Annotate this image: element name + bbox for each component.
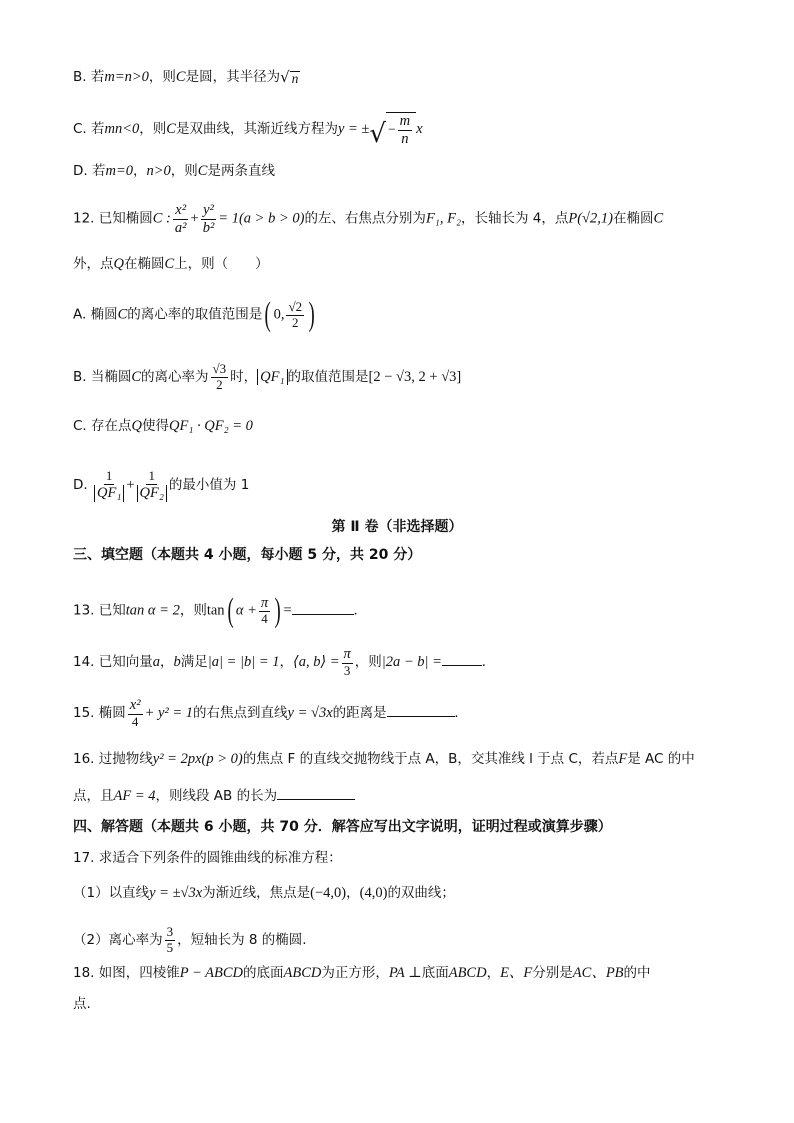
question-12-line1: 12. 已知椭圆C : $\frac{\text{x²}}{\text{a²}}$ + $\frac{\text{y²}}{\text{b²}}$ = 1(a > b > 0)的左、右焦点分别为F₁, F₂，长轴长为 4，点P(√2,1)在椭圆C bbox=[73, 202, 664, 236]
option-c-den: n bbox=[401, 130, 409, 147]
question-17-part1 bbox=[73, 886, 455, 901]
option-c-num: m bbox=[399, 113, 411, 129]
q14-expression: |2a − b| = bbox=[381, 653, 442, 670]
q12-ellipse-name: C : bbox=[152, 210, 171, 227]
q13-end: . bbox=[353, 602, 358, 619]
q13-equals: = bbox=[283, 602, 292, 619]
option-c-equation: y = ± bbox=[337, 121, 370, 138]
option-d-condition2: n>0 bbox=[146, 163, 171, 179]
q14-satisfy: 满足 bbox=[180, 653, 208, 670]
q12-frac-x bbox=[173, 202, 189, 236]
q15-equation: + y² = 1 bbox=[144, 704, 194, 721]
q13-then: ，则 bbox=[179, 602, 207, 619]
q16-and: 点，且 bbox=[73, 788, 114, 804]
q16-answer-blank[interactable] bbox=[277, 799, 355, 800]
q12-ellipse-name-2: C bbox=[653, 210, 664, 227]
option-d-mid2: ，则 bbox=[170, 163, 198, 179]
question-16-line2 bbox=[73, 789, 355, 804]
q18-base-word: 底面 bbox=[421, 965, 449, 981]
q12-a-den: 2 bbox=[292, 314, 299, 330]
q12-option-b bbox=[73, 362, 461, 393]
option-d-mid: ， bbox=[133, 163, 147, 179]
q13-num: π bbox=[260, 594, 269, 611]
option-d-condition: m=0 bbox=[105, 163, 133, 179]
q17-p1-asymptote: 为渐近线，焦点是 bbox=[202, 885, 311, 901]
q12-foci-text: 的左、右焦点分别为 bbox=[304, 210, 426, 227]
q12-b-text: 的离心率为 bbox=[141, 368, 209, 385]
question-12-line2 bbox=[73, 257, 269, 272]
q12-b-abs: QF₁ bbox=[257, 369, 287, 385]
section-title: 第 Ⅱ 卷（非选择题） bbox=[331, 519, 463, 535]
option-c-curve: C bbox=[166, 121, 176, 138]
q12-b-curve: C bbox=[131, 368, 142, 385]
q12-d-den2: QF₂ bbox=[137, 485, 167, 502]
q17-p1-focus1: (−4,0) bbox=[310, 885, 347, 901]
option-c-x: x bbox=[416, 121, 423, 138]
q15-line: y = √3x bbox=[287, 704, 333, 721]
q18-comma: ， bbox=[486, 965, 501, 981]
option-b bbox=[73, 70, 300, 85]
q12-ellipse-name-3: C bbox=[164, 256, 175, 272]
q12-option-a: A. 椭圆C的离心率的取值范围是( 0, $\frac{√2}{2}$ ) bbox=[73, 296, 315, 333]
q12-a-range-start: 0, bbox=[273, 306, 285, 323]
option-b-sqrt: √ n bbox=[280, 68, 299, 86]
q18-base-text: 的底面 bbox=[243, 965, 284, 981]
q14-then: ，则 bbox=[354, 653, 382, 670]
q17-p1-intro: （1）以直线 bbox=[73, 885, 150, 901]
question-13: 13. 已知tan α = 2，则tan( α + $\frac{\pi}{4}$ ) = . bbox=[73, 592, 358, 629]
question-14: 14. 已知向量a，b满足|a| = |b| = 1，⟨a, b⟩ = $\frac{\pi}{3}$ ，则|2a − b| = . bbox=[73, 646, 486, 678]
q12-point-q: Q bbox=[113, 256, 124, 272]
q12-c-text: 使得 bbox=[142, 418, 169, 434]
q15-end: . bbox=[454, 704, 459, 721]
option-b-condition: m=n>0 bbox=[104, 69, 149, 85]
q14-answer-blank[interactable] bbox=[442, 665, 482, 666]
question-18-line1 bbox=[73, 966, 651, 981]
q12-b-fraction bbox=[211, 362, 229, 393]
q13-intro: 13. 已知 bbox=[73, 602, 126, 619]
q16-midpoint: 是 AC 的中 bbox=[627, 751, 695, 767]
q14-intro: 14. 已知向量 bbox=[73, 653, 153, 670]
q15-distance: 的距离是 bbox=[332, 704, 387, 721]
q12-d-frac1 bbox=[94, 469, 124, 502]
q12-d-frac2 bbox=[137, 469, 167, 502]
q12-a-fraction bbox=[286, 300, 304, 331]
question-17-part2 bbox=[73, 925, 307, 956]
q13-tan: tan bbox=[206, 602, 225, 619]
q18-base: ABCD bbox=[283, 965, 322, 981]
q15-num: x² bbox=[129, 697, 141, 713]
q12-then: 上，则（ ） bbox=[174, 256, 269, 272]
q14-end: . bbox=[481, 653, 486, 670]
q14-comma: ， bbox=[160, 653, 174, 670]
q15-den: 4 bbox=[131, 713, 139, 729]
q12-intro: 12. 已知椭圆 bbox=[73, 210, 153, 227]
question-16-line1 bbox=[73, 752, 695, 767]
q18-pyramid: P − ABCD bbox=[179, 965, 243, 981]
option-c-fraction bbox=[398, 113, 412, 147]
q13-condition: tan α = 2 bbox=[125, 602, 180, 619]
q18-perp: PA ⊥ bbox=[388, 965, 422, 981]
option-c-sqrt: √ − $\frac{m}{n}$ bbox=[369, 112, 416, 147]
option-c bbox=[73, 112, 423, 150]
q14-den: 3 bbox=[343, 662, 351, 678]
q12-on-ellipse: 在椭圆 bbox=[123, 256, 165, 272]
q17-p1-hyperbola: 的双曲线； bbox=[387, 885, 455, 901]
q15-answer-blank[interactable] bbox=[387, 716, 455, 717]
q14-num: π bbox=[343, 646, 351, 662]
option-c-text: 是双曲线，其渐近线方程为 bbox=[175, 121, 338, 138]
q12-b-when: 时， bbox=[230, 368, 258, 385]
q16-text: 的焦点 F 的直线交抛物线于点 A，B，交其准线 l 于点 C，若点 bbox=[242, 751, 619, 767]
q12-b-prefix: B. 当椭圆 bbox=[73, 368, 132, 385]
q12-c-equation: QF₁ · QF₂ = 0 bbox=[169, 418, 253, 434]
q12-c-prefix: C. 存在点 bbox=[73, 418, 132, 434]
q14-vec-a: a bbox=[152, 653, 161, 670]
option-b-text: 是圆，其半径为 bbox=[185, 69, 281, 85]
option-c-condition: mn<0 bbox=[104, 121, 140, 138]
option-d-text: 是两条直线 bbox=[207, 163, 275, 179]
q17-p1-focus2: (4,0) bbox=[359, 885, 388, 901]
q12-x2: x² bbox=[175, 202, 187, 218]
q12-a-num: √2 bbox=[288, 298, 303, 314]
q17-p2-num: 3 bbox=[166, 924, 174, 939]
q13-answer-blank[interactable] bbox=[292, 614, 354, 615]
q17-p2-text: ，短轴长为 8 的椭圆. bbox=[177, 931, 307, 948]
option-b-mid: ，则 bbox=[148, 69, 176, 85]
q12-b2: b² bbox=[202, 219, 215, 236]
q14-angle: ⟨a, b⟩ = bbox=[293, 653, 340, 670]
q12-point-p: P(√2,1) bbox=[568, 210, 613, 227]
question-15 bbox=[73, 697, 458, 730]
q12-y2: y² bbox=[203, 202, 214, 218]
option-d-curve: C bbox=[197, 163, 208, 179]
q14-fraction bbox=[342, 646, 353, 679]
option-b-radicand: n bbox=[291, 70, 299, 86]
option-b-prefix: B. 若 bbox=[73, 69, 105, 85]
option-c-prefix: C. 若 bbox=[73, 121, 105, 138]
q12-d-num1: 1 bbox=[105, 468, 113, 483]
q12-a-curve: C bbox=[117, 306, 128, 323]
q17-p2-intro: （2）离心率为 bbox=[73, 931, 163, 948]
q12-frac-y bbox=[201, 202, 217, 236]
q18-are: 分别是 bbox=[532, 965, 573, 981]
q12-b-range-text: 的取值范围是 bbox=[287, 368, 369, 385]
q15-intro: 15. 椭圆 bbox=[73, 704, 126, 721]
q12-d-text: 的最小值为 1 bbox=[168, 476, 250, 493]
q12-a-text: 的离心率的取值范围是 bbox=[127, 306, 263, 323]
q17-p1-comma: ， bbox=[346, 885, 360, 901]
q12-d-num2: 1 bbox=[148, 468, 155, 483]
q18-square: 为正方形， bbox=[321, 965, 389, 981]
q18-base2: ABCD bbox=[448, 965, 487, 981]
q13-den: 4 bbox=[261, 611, 268, 627]
q12-option-c bbox=[73, 419, 253, 434]
q18-mid: 的中 bbox=[623, 965, 651, 981]
question-18-line2: 点. bbox=[73, 996, 91, 1012]
q12-foci: F₁, F₂ bbox=[425, 210, 461, 227]
question-17-title: 17. 求适合下列条件的圆锥曲线的标准方程： bbox=[73, 850, 342, 866]
q17-p1-line: y = ±√3x bbox=[149, 885, 203, 901]
q18-segments: AC、PB bbox=[572, 965, 624, 981]
q12-b-num: √3 bbox=[212, 361, 227, 376]
q13-fraction bbox=[259, 595, 270, 628]
q16-length: ，则线段 AB 的长为 bbox=[155, 788, 278, 804]
q14-vec-b: b bbox=[173, 653, 181, 670]
q15-text: 的右焦点到直线 bbox=[193, 704, 288, 721]
fill-in-heading: 三、填空题（本题共 4 小题，每小题 5 分，共 20 分） bbox=[73, 547, 422, 563]
q12-equation: = 1(a > b > 0) bbox=[218, 210, 305, 227]
q12-option-d: D. $\frac{1}{\text{QF₁}}$ + $\frac{1}{\text{QF₂}}$ 的最小值为 1 bbox=[73, 468, 250, 501]
q12-b-den: 2 bbox=[216, 376, 223, 392]
q13-alpha: α + bbox=[235, 602, 257, 619]
q18-points: E、F bbox=[500, 965, 533, 981]
q15-fraction bbox=[128, 697, 143, 730]
q14-condition: |a| = |b| = 1 bbox=[207, 653, 280, 670]
option-d-prefix: D. 若 bbox=[73, 163, 106, 179]
q12-outside: 外，点 bbox=[73, 256, 114, 272]
q16-equation: y² = 2px(p > 0) bbox=[152, 751, 243, 767]
option-b-curve: C bbox=[175, 69, 186, 85]
option-c-mid: ，则 bbox=[139, 121, 167, 138]
q12-b-range: [2 − √3, 2 + √3] bbox=[368, 368, 462, 385]
q12-c-point: Q bbox=[131, 418, 142, 434]
q18-intro: 18. 如图，四棱锥 bbox=[73, 965, 180, 981]
q17-p2-fraction bbox=[165, 925, 176, 956]
q12-in-ellipse: 在椭圆 bbox=[612, 210, 654, 227]
option-d bbox=[73, 164, 275, 179]
q16-condition: AF = 4 bbox=[113, 788, 156, 804]
answer-heading: 四、解答题（本题共 6 小题，共 70 分．解答应写出文字说明，证明过程或演算步骤） bbox=[73, 819, 612, 835]
q12-axis-text: ，长轴长为 4，点 bbox=[460, 210, 569, 227]
q16-intro: 16. 过抛物线 bbox=[73, 751, 153, 767]
q12-a-prefix: A. 椭圆 bbox=[73, 306, 118, 323]
q17-p2-den: 5 bbox=[166, 939, 174, 955]
q12-d-prefix: D. bbox=[73, 476, 88, 493]
q12-a2: a² bbox=[174, 219, 187, 236]
q12-d-den1: QF₁ bbox=[94, 485, 124, 502]
q16-point-f: F bbox=[618, 751, 628, 767]
